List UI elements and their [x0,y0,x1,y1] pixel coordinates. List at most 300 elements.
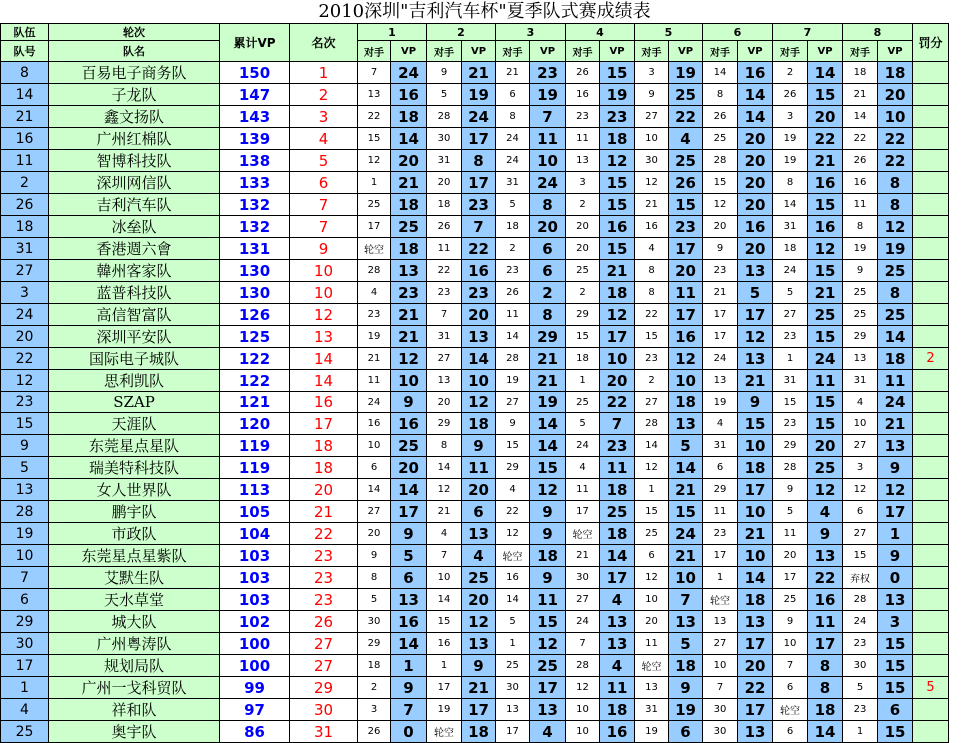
penalty-cell [913,238,949,260]
round-vp-cell: 8 [462,150,496,172]
round-vp-cell: 21 [600,260,635,282]
round-vp-cell: 23 [600,106,635,128]
round-vp-cell: 25 [878,304,913,326]
header-vp-1: VP [391,41,427,62]
round-vp-cell: 18 [600,479,635,501]
opponent-cell: 12 [635,567,669,589]
round-vp-cell: 22 [669,106,703,128]
header-team-no-top: 队伍 [1,24,49,41]
round-vp-cell: 21 [530,348,566,370]
header-vp-4: VP [600,41,635,62]
table-row [1,282,949,304]
round-vp-cell: 16 [808,216,843,238]
round-vp-cell: 12 [391,348,427,370]
round-vp-cell: 10 [462,370,496,392]
round-vp-cell: 5 [669,633,703,655]
round-vp-cell: 11 [808,611,843,633]
round-vp-cell: 9 [391,523,427,545]
round-vp-cell: 17 [600,567,635,589]
round-vp-cell: 16 [600,721,635,743]
opponent-cell: 20 [566,216,600,238]
round-vp-cell: 15 [808,194,843,216]
rank-cell: 23 [290,567,358,589]
rank-cell: 9 [290,238,358,260]
opponent-cell: 21 [358,348,391,370]
team-number-cell: 21 [1,106,49,128]
team-number-cell: 20 [1,326,49,348]
round-vp-cell: 20 [808,435,843,457]
opponent-cell: 5 [773,282,808,304]
round-vp-cell: 12 [462,392,496,413]
opponent-cell: 7 [358,62,391,84]
opponent-cell: 9 [703,238,738,260]
total-vp-cell: 126 [220,304,290,326]
team-number-cell: 6 [1,589,49,611]
round-vp-cell: 7 [669,589,703,611]
penalty-cell [913,326,949,348]
header-round-2: 2 [427,24,496,41]
opponent-cell: 1 [358,172,391,194]
total-vp-cell: 113 [220,479,290,501]
opponent-cell: 28 [427,106,462,128]
team-name-cell: 冰垒队 [49,216,220,238]
round-vp-cell: 20 [391,457,427,479]
team-name-cell: 天水草堂 [49,589,220,611]
round-vp-cell: 18 [600,128,635,150]
team-number-cell: 1 [1,677,49,699]
opponent-cell: 16 [496,567,530,589]
opponent-cell: 20 [358,523,391,545]
opponent-cell: 21 [496,62,530,84]
opponent-cell: 5 [358,589,391,611]
opponent-cell: 23 [773,413,808,435]
opponent-cell: 11 [843,194,878,216]
round-vp-cell: 23 [462,194,496,216]
round-vp-cell: 16 [600,216,635,238]
round-vp-cell: 12 [600,304,635,326]
opponent-cell: 18 [773,238,808,260]
round-vp-cell: 20 [462,589,496,611]
team-name-cell: 子龙队 [49,84,220,106]
opponent-cell: 11 [635,633,669,655]
opponent-cell: 3 [773,106,808,128]
opponent-cell: 23 [635,348,669,370]
opponent-cell: 25 [566,260,600,282]
opponent-cell: 4 [427,523,462,545]
opponent-cell: 9 [635,84,669,106]
round-vp-cell: 15 [600,238,635,260]
opponent-cell: 23 [703,523,738,545]
round-vp-cell: 19 [878,238,913,260]
rank-cell: 7 [290,216,358,238]
round-vp-cell: 18 [600,523,635,545]
round-vp-cell: 21 [391,172,427,194]
opponent-cell: 13 [703,370,738,392]
opponent-cell: 30 [427,128,462,150]
round-vp-cell: 22 [808,128,843,150]
table-row [1,413,949,435]
round-vp-cell: 18 [808,699,843,721]
opponent-cell: 17 [703,326,738,348]
opponent-cell: 14 [843,106,878,128]
opponent-cell: 21 [427,501,462,523]
round-vp-cell: 10 [738,501,773,523]
opponent-cell: 4 [635,238,669,260]
round-vp-cell: 8 [878,282,913,304]
round-vp-cell: 13 [600,611,635,633]
opponent-cell: 29 [773,435,808,457]
team-number-cell: 28 [1,501,49,523]
opponent-cell: 15 [635,326,669,348]
opponent-cell: 6 [773,721,808,743]
opponent-cell: 5 [496,194,530,216]
header-team-no-bottom: 队号 [1,41,49,62]
team-number-cell: 10 [1,545,49,567]
header-round-7: 7 [773,24,843,41]
opponent-cell: 29 [496,457,530,479]
team-number-cell: 17 [1,655,49,677]
opponent-cell: 8 [843,216,878,238]
round-vp-cell: 15 [808,413,843,435]
round-vp-cell: 0 [391,721,427,743]
opponent-cell: 30 [635,150,669,172]
team-name-cell: 国际电子城队 [49,348,220,370]
opponent-cell: 23 [566,106,600,128]
opponent-cell: 24 [703,348,738,370]
round-vp-cell: 9 [669,677,703,699]
round-vp-cell: 24 [878,392,913,413]
table-row [1,326,949,348]
opponent-cell: 6 [773,677,808,699]
team-number-cell: 30 [1,633,49,655]
opponent-cell: 27 [703,633,738,655]
round-vp-cell: 2 [530,282,566,304]
penalty-cell [913,260,949,282]
round-vp-cell: 6 [530,238,566,260]
opponent-cell: 22 [843,128,878,150]
header-opp-8: 对手 [843,41,878,62]
table-row [1,523,949,545]
round-vp-cell: 18 [391,238,427,260]
team-name-cell: 鹏宇队 [49,501,220,523]
round-vp-cell: 8 [808,677,843,699]
opponent-cell: 7 [427,304,462,326]
opponent-cell: 24 [496,150,530,172]
opponent-cell: 21 [843,84,878,106]
team-name-cell: 百易电子商务队 [49,62,220,84]
opponent-cell: 23 [703,260,738,282]
penalty-cell [913,370,949,392]
opponent-cell: 9 [773,479,808,501]
table-row [1,633,949,655]
round-vp-cell: 10 [878,106,913,128]
round-vp-cell: 20 [391,150,427,172]
round-vp-cell: 7 [530,106,566,128]
round-vp-cell: 23 [669,216,703,238]
rank-cell: 27 [290,655,358,677]
penalty-cell [913,304,949,326]
round-vp-cell: 21 [530,370,566,392]
opponent-cell: 16 [843,172,878,194]
round-vp-cell: 17 [462,172,496,194]
round-vp-cell: 25 [600,501,635,523]
round-vp-cell: 18 [530,545,566,567]
header-round-1: 1 [358,24,427,41]
opponent-cell: 17 [427,677,462,699]
opponent-cell: 6 [496,84,530,106]
round-vp-cell: 12 [808,479,843,501]
round-vp-cell: 18 [738,589,773,611]
table-row [1,304,949,326]
opponent-cell: 1 [703,567,738,589]
penalty-cell [913,128,949,150]
opponent-cell: 11 [496,304,530,326]
round-vp-cell: 11 [462,457,496,479]
team-name-cell: 深圳平安队 [49,326,220,348]
round-vp-cell: 13 [878,589,913,611]
round-vp-cell: 17 [530,677,566,699]
team-number-cell: 4 [1,699,49,721]
opponent-cell: 11 [358,370,391,392]
opponent-cell: 23 [843,699,878,721]
rank-cell: 10 [290,260,358,282]
header-penalty: 罚分 [913,24,949,62]
round-vp-cell: 11 [530,589,566,611]
total-vp-cell: 120 [220,413,290,435]
opponent-cell: 28 [703,150,738,172]
opponent-cell: 26 [703,106,738,128]
opponent-cell: 24 [566,435,600,457]
round-vp-cell: 16 [391,413,427,435]
opponent-cell: 1 [635,479,669,501]
round-vp-cell: 25 [391,435,427,457]
header-round-4: 4 [566,24,635,41]
round-vp-cell: 17 [669,304,703,326]
rank-cell: 12 [290,304,358,326]
round-vp-cell: 12 [878,479,913,501]
team-number-cell: 27 [1,260,49,282]
opponent-cell: 30 [566,567,600,589]
round-vp-cell: 14 [600,545,635,567]
opponent-cell: 25 [703,128,738,150]
round-vp-cell: 26 [669,172,703,194]
opponent-cell: 8 [635,282,669,304]
round-vp-cell: 13 [669,413,703,435]
team-number-cell: 25 [1,721,49,743]
opponent-cell: 16 [358,413,391,435]
total-vp-cell: 143 [220,106,290,128]
round-vp-cell: 21 [391,304,427,326]
table-row [1,370,949,392]
round-vp-cell: 18 [600,282,635,304]
opponent-cell: 28 [635,413,669,435]
table-row [1,655,949,677]
opponent-cell: 轮空 [427,721,462,743]
opponent-cell: 22 [496,501,530,523]
team-number-cell: 13 [1,479,49,501]
total-vp-cell: 139 [220,128,290,150]
round-vp-cell: 19 [669,699,703,721]
opponent-cell: 12 [358,150,391,172]
round-vp-cell: 15 [878,633,913,655]
opponent-cell: 24 [773,260,808,282]
opponent-cell: 15 [427,611,462,633]
penalty-cell [913,150,949,172]
rank-cell: 26 [290,611,358,633]
penalty-cell [913,699,949,721]
rank-cell: 27 [290,633,358,655]
round-vp-cell: 19 [530,392,566,413]
round-vp-cell: 15 [600,194,635,216]
total-vp-cell: 125 [220,326,290,348]
opponent-cell: 13 [496,699,530,721]
opponent-cell: 4 [358,282,391,304]
opponent-cell: 26 [427,216,462,238]
opponent-cell: 18 [566,348,600,370]
rank-cell: 23 [290,589,358,611]
total-vp-cell: 122 [220,370,290,392]
total-vp-cell: 99 [220,677,290,699]
header-opp-1: 对手 [358,41,391,62]
penalty-cell [913,611,949,633]
opponent-cell: 19 [496,370,530,392]
round-vp-cell: 16 [738,216,773,238]
opponent-cell: 26 [773,84,808,106]
rank-cell: 31 [290,721,358,743]
opponent-cell: 24 [843,611,878,633]
header-rank: 名次 [290,24,358,62]
round-vp-cell: 4 [600,589,635,611]
team-name-cell: 思利凯队 [49,370,220,392]
team-name-cell: 奥宇队 [49,721,220,743]
penalty-cell [913,567,949,589]
round-vp-cell: 25 [669,84,703,106]
opponent-cell: 6 [358,457,391,479]
opponent-cell: 2 [773,62,808,84]
header-vp-7: VP [808,41,843,62]
round-vp-cell: 17 [738,633,773,655]
round-vp-cell: 12 [530,479,566,501]
table-row [1,699,949,721]
total-vp-cell: 138 [220,150,290,172]
header-total-vp: 累计VP [220,24,290,62]
opponent-cell: 23 [358,304,391,326]
opponent-cell: 2 [358,677,391,699]
round-vp-cell: 11 [530,128,566,150]
penalty-cell [913,435,949,457]
opponent-cell: 29 [566,304,600,326]
opponent-cell: 11 [566,128,600,150]
opponent-cell: 12 [566,677,600,699]
team-number-cell: 15 [1,413,49,435]
total-vp-cell: 119 [220,435,290,457]
opponent-cell: 16 [635,216,669,238]
opponent-cell: 5 [427,84,462,106]
round-vp-cell: 14 [669,457,703,479]
opponent-cell: 25 [773,589,808,611]
rank-cell: 20 [290,479,358,501]
opponent-cell: 23 [427,282,462,304]
opponent-cell: 15 [843,545,878,567]
header-vp-3: VP [530,41,566,62]
rank-cell: 17 [290,413,358,435]
total-vp-cell: 119 [220,457,290,479]
round-vp-cell: 15 [669,501,703,523]
round-vp-cell: 4 [669,128,703,150]
round-vp-cell: 14 [808,721,843,743]
round-vp-cell: 8 [878,194,913,216]
round-vp-cell: 1 [878,523,913,545]
round-vp-cell: 8 [878,172,913,194]
opponent-cell: 31 [427,150,462,172]
round-vp-cell: 22 [878,128,913,150]
round-vp-cell: 23 [391,282,427,304]
opponent-cell: 17 [566,501,600,523]
opponent-cell: 30 [496,677,530,699]
round-vp-cell: 14 [738,567,773,589]
opponent-cell: 14 [358,479,391,501]
rank-cell: 6 [290,172,358,194]
opponent-cell: 4 [566,457,600,479]
rank-cell: 4 [290,128,358,150]
round-vp-cell: 13 [878,435,913,457]
rank-cell: 5 [290,150,358,172]
opponent-cell: 8 [496,106,530,128]
round-vp-cell: 10 [391,370,427,392]
rank-cell: 14 [290,370,358,392]
round-vp-cell: 11 [878,370,913,392]
total-vp-cell: 104 [220,523,290,545]
header-opp-6: 对手 [703,41,738,62]
team-number-cell: 16 [1,128,49,150]
round-vp-cell: 9 [878,545,913,567]
opponent-cell: 26 [566,62,600,84]
opponent-cell: 1 [773,348,808,370]
opponent-cell: 轮空 [773,699,808,721]
round-vp-cell: 15 [600,62,635,84]
total-vp-cell: 130 [220,282,290,304]
opponent-cell: 26 [496,282,530,304]
opponent-cell: 29 [703,479,738,501]
penalty-cell [913,62,949,84]
table-row [1,677,949,699]
opponent-cell: 31 [427,326,462,348]
team-number-cell: 19 [1,523,49,545]
total-vp-cell: 122 [220,348,290,370]
round-vp-cell: 8 [808,655,843,677]
total-vp-cell: 97 [220,699,290,721]
opponent-cell: 13 [427,370,462,392]
opponent-cell: 31 [703,435,738,457]
opponent-cell: 8 [773,172,808,194]
round-vp-cell: 9 [738,392,773,413]
opponent-cell: 20 [635,611,669,633]
round-vp-cell: 1 [391,655,427,677]
opponent-cell: 28 [496,348,530,370]
opponent-cell: 3 [566,172,600,194]
round-vp-cell: 24 [391,62,427,84]
round-vp-cell: 15 [808,392,843,413]
round-vp-cell: 17 [669,238,703,260]
round-vp-cell: 12 [600,150,635,172]
total-vp-cell: 103 [220,545,290,567]
opponent-cell: 7 [703,677,738,699]
round-vp-cell: 22 [738,677,773,699]
team-number-cell: 5 [1,457,49,479]
rank-cell: 1 [290,62,358,84]
round-vp-cell: 21 [391,326,427,348]
round-vp-cell: 15 [530,457,566,479]
